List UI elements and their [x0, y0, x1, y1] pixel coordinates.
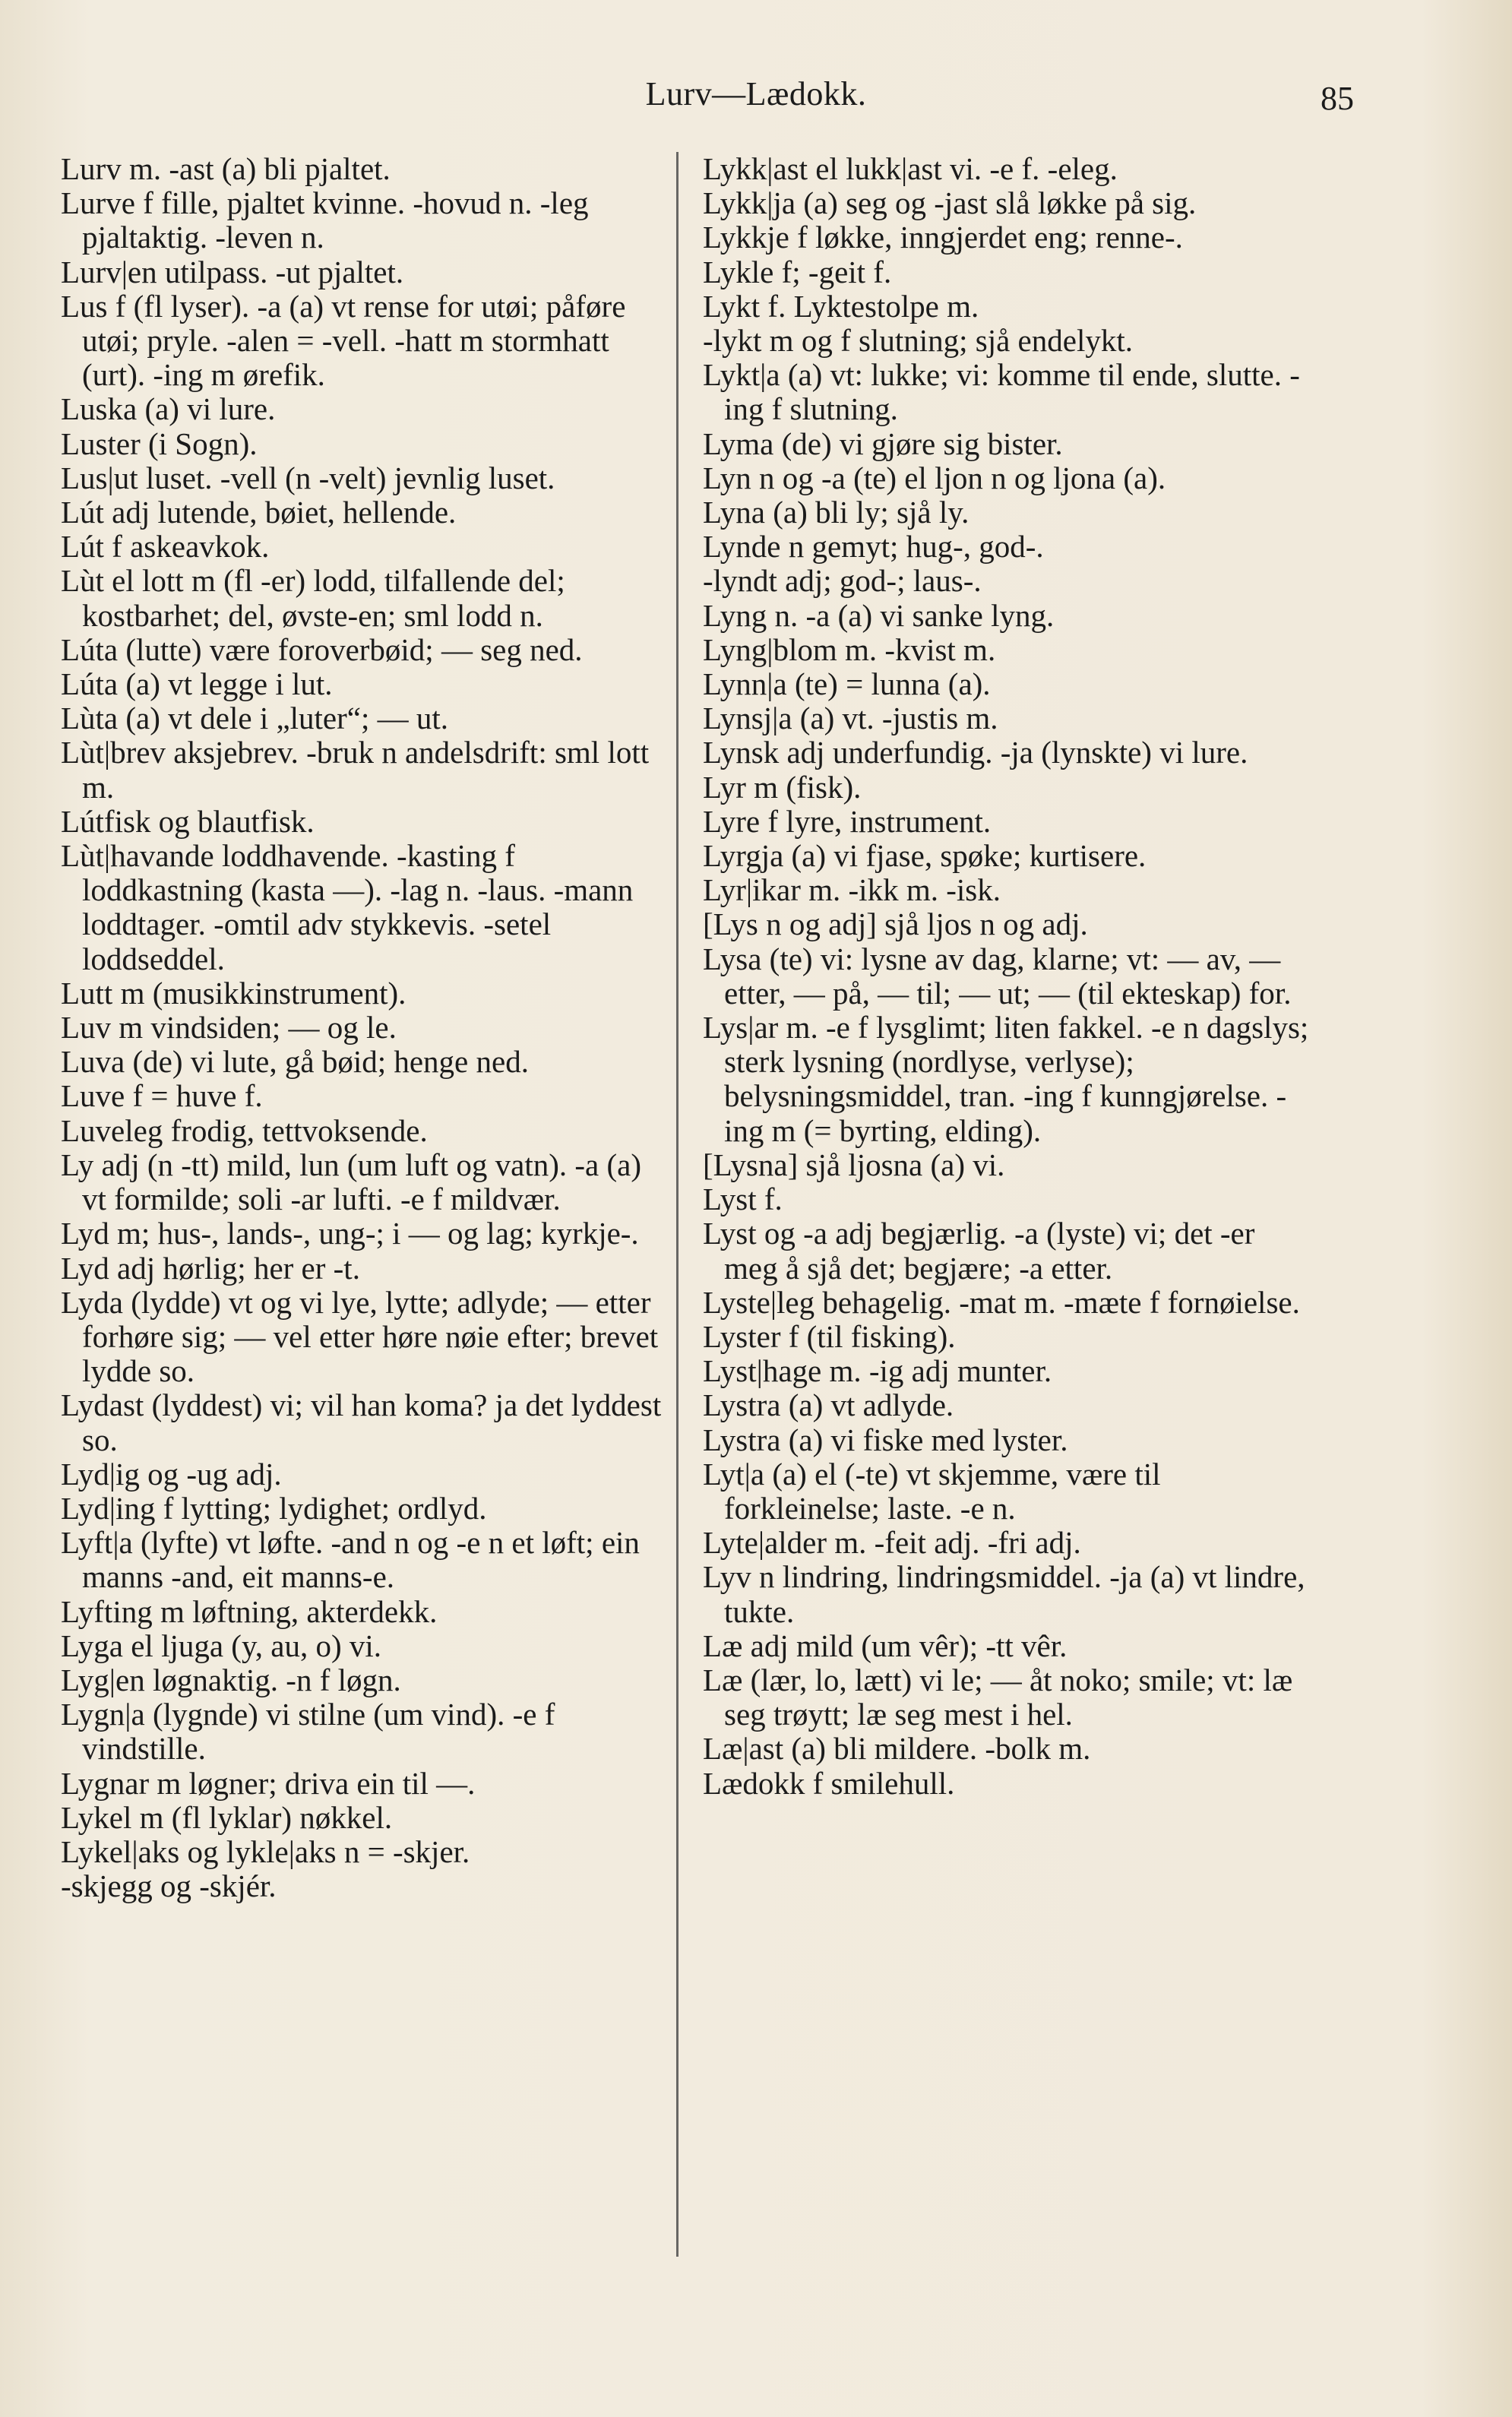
dictionary-entry: Lynsk adj underfundig. -ja (lynskte) vi lure.	[703, 735, 1248, 770]
dictionary-entry: Lykel m (fl lyklar) nøkkel.	[61, 1799, 393, 1835]
dictionary-entry: Lyrgja (a) vi fjase, spøke; kurtisere.	[703, 838, 1147, 874]
dictionary-entry: Luska (a) vi lure.	[61, 391, 276, 427]
dictionary-entry: Lyd adj hørlig; her er -t.	[61, 1250, 360, 1286]
dictionary-entry: Lùta (a) vt dele i „luter“; — ut.	[61, 701, 449, 736]
dictionary-entry: Lút f askeavkok.	[61, 529, 270, 565]
dictionary-entry: Lyd|ing f lytting; lydighet; ordlyd.	[61, 1490, 487, 1526]
dictionary-entry: Lút adj lutende, bøiet, hellende.	[61, 495, 457, 530]
dictionary-entry: Lyst f.	[703, 1182, 783, 1217]
dictionary-entry: Lùt el lott m (fl -er) lodd, tilfallende del; kostbarhet; del, øvste-en; sml lodd n.	[61, 563, 565, 633]
dictionary-entry: Ly adj (n -tt) mild, lun (um luft og vatn). -a (a) vt formilde; soli -ar lufti. -e f mildvær.	[61, 1147, 642, 1217]
dictionary-entry: Lyr|ikar m. -ikk m. -isk.	[703, 872, 1001, 908]
dictionary-entry: Lyr m (fisk).	[703, 769, 862, 805]
dictionary-entry: Lyng n. -a (a) vi sanke lyng.	[703, 597, 1055, 633]
dictionary-entry: Lykle f; -geit f.	[703, 254, 892, 289]
dictionary-entry: Lykt|a (a) vt: lukke; vi: komme til ende, slutte. -ing f slutning.	[703, 357, 1300, 427]
dictionary-entry: Lurve f fille, pjaltet kvinne. -hovud n. -leg pjaltaktig. -leven n.	[61, 185, 589, 255]
dictionary-entry: Lyma (de) vi gjøre sig bister.	[703, 426, 1063, 461]
dictionary-entry: Lus f (fl lyser). -a (a) vt rense for utøi; påføre utøi; pryle. -alen = -vell. -hatt m stormhatt (urt). -ing m ørefik.	[61, 288, 626, 393]
dictionary-entry: Lyga el ljuga (y, au, o) vi.	[61, 1628, 382, 1663]
dictionary-entry: Lyna (a) bli ly; sjå ly.	[703, 495, 970, 530]
dictionary-entry: Lutt m (musikkinstrument).	[61, 975, 406, 1011]
dictionary-entry: Lyg|en løgnaktig. -n f løgn.	[61, 1662, 401, 1697]
dictionary-entry: Lyte|alder m. -feit adj. -fri adj.	[703, 1525, 1081, 1561]
dictionary-entry: Lyda (lydde) vt og vi lye, lytte; adlyde; — etter forhøre sig; — vel etter høre nøie efter; brevet lydde so.	[61, 1284, 659, 1389]
dictionary-entry: Læ (lær, lo, lætt) vi le; — åt noko; smile; vt: læ seg trøytt; læ seg mest i hel.	[703, 1662, 1293, 1732]
dictionary-entry: Lyd m; hus-, lands-, ung-; i — og lag; kyrkje-.	[61, 1216, 639, 1251]
dictionary-entry: Lystra (a) vi fiske med lyster.	[703, 1422, 1068, 1457]
dictionary-entry: Lyd|ig og -ug adj.	[61, 1456, 282, 1492]
dictionary-entry: Luster (i Sogn).	[61, 426, 258, 461]
dictionary-entry: Lyre f lyre, instrument.	[703, 803, 992, 839]
dictionary-entry: -skjegg og -skjér.	[61, 1868, 277, 1904]
dictionary-entry: Lykk|ja (a) seg og -jast slå løkke på sig.	[703, 185, 1197, 221]
dictionary-entry: Lyt|a (a) el (-te) vt skjemme, være til forkleinelse; laste. -e n.	[703, 1456, 1161, 1526]
dictionary-entry: Lyst og -a adj begjærlig. -a (lyste) vi; det -er meg å sjå det; begjære; -a etter.	[703, 1216, 1255, 1286]
dictionary-entry: Lyste|leg behagelig. -mat m. -mæte f fornøielse.	[703, 1284, 1300, 1320]
running-head: Lurv—Lædokk.	[645, 75, 867, 112]
dictionary-entry: [Lys n og adj] sjå ljos n og adj.	[703, 906, 1088, 942]
dictionary-entry: Lútfisk og blautfisk.	[61, 803, 315, 839]
dictionary-entry: -lyndt adj; god-; laus-.	[703, 563, 982, 599]
dictionary-entry: Lyn n og -a (te) el ljon n og ljona (a).	[703, 460, 1166, 495]
dictionary-entry: Lúta (a) vt legge i lut.	[61, 666, 333, 702]
dictionary-entry: Luva (de) vi lute, gå bøid; henge ned.	[61, 1044, 529, 1080]
dictionary-entry: Lyft|a (lyfte) vt løfte. -and n og -e n et løft; ein manns -and, eit manns-e.	[61, 1525, 640, 1595]
dictionary-entry: Lynn|a (te) = lunna (a).	[703, 666, 991, 702]
dictionary-entry: Lurv|en utilpass. -ut pjaltet.	[61, 254, 404, 289]
dictionary-entry: Lyst|hage m. -ig adj munter.	[703, 1353, 1052, 1389]
dictionary-entry: Lykk|ast el lukk|ast vi. -e f. -eleg.	[703, 151, 1118, 186]
column-divider	[676, 152, 679, 2257]
dictionary-entry: Lygn|a (lygnde) vi stilne (um vind). -e f vindstille.	[61, 1697, 555, 1767]
page-number: 85	[1321, 80, 1354, 117]
dictionary-entry: Lúta (lutte) være foroverbøid; — seg ned.	[61, 631, 583, 667]
dictionary-entry: [Lysna] sjå ljosna (a) vi.	[703, 1147, 1005, 1182]
right-column	[703, 152, 1311, 1801]
dictionary-entry: Lùt|brev aksjebrev. -bruk n andelsdrift: sml lott m.	[61, 735, 650, 805]
dictionary-entry: Lygnar m løgner; driva ein til —.	[61, 1765, 476, 1801]
dictionary-entry: -lykt m og f slutning; sjå endelykt.	[703, 323, 1133, 359]
dictionary-entry: Luv m vindsiden; — og le.	[61, 1010, 397, 1046]
dictionary-entry: Lyv n lindring, lindringsmiddel. -ja (a) vt lindre, tukte.	[703, 1559, 1305, 1629]
dictionary-entry: Læ|ast (a) bli mildere. -bolk m.	[703, 1731, 1091, 1767]
dictionary-entry: Læ adj mild (um vêr); -tt vêr.	[703, 1628, 1068, 1663]
dictionary-entry: Lykt f. Lyktestolpe m.	[703, 288, 979, 324]
dictionary-entry: Lydast (lyddest) vi; vil han koma? ja det lyddest so.	[61, 1387, 662, 1457]
dictionary-entry: Lynsj|a (a) vt. -justis m.	[703, 701, 998, 736]
dictionary-entry: Lùt|havande loddhavende. -kasting f loddkastning (kasta —). -lag n. -laus. -mann loddtager. -omtil adv stykkevis. -setel loddseddel.	[61, 838, 634, 976]
dictionary-entry: Lykel|aks og lykle|aks n = -skjer.	[61, 1833, 470, 1869]
dictionary-entry: Lurv m. -ast (a) bli pjaltet.	[61, 151, 391, 186]
dictionary-entry: Lyng|blom m. -kvist m.	[703, 631, 996, 667]
left-column	[61, 152, 669, 1903]
dictionary-entry: Lædokk f smilehull.	[703, 1765, 955, 1801]
dictionary-entry: Lysa (te) vi: lysne av dag, klarne; vt: — av, — etter, — på, — til; — ut; — (til ekteskap) for.	[703, 941, 1292, 1011]
dictionary-entry: Lus|ut luset. -vell (n -velt) jevnlig luset.	[61, 460, 555, 495]
dictionary-entry: Luveleg frodig, tettvoksende.	[61, 1112, 428, 1148]
dictionary-entry: Lyfting m løftning, akterdekk.	[61, 1593, 438, 1629]
dictionary-entry: Lys|ar m. -e f lysglimt; liten fakkel. -e n dagslys; sterk lysning (nordlyse, verlyse); belysningsmiddel, tran. -ing f kunngjørelse. -ing m (= byrting, elding).	[703, 1010, 1309, 1148]
dictionary-entry: Lystra (a) vt adlyde.	[703, 1387, 954, 1423]
dictionary-entry: Lykkje f løkke, inngjerdet eng; renne-.	[703, 220, 1183, 255]
dictionary-entry: Luve f = huve f.	[61, 1078, 263, 1114]
dictionary-entry: Lynde n gemyt; hug-, god-.	[703, 529, 1044, 565]
page-header	[0, 74, 1512, 120]
dictionary-entry: Lyster f (til fisking).	[703, 1318, 956, 1354]
